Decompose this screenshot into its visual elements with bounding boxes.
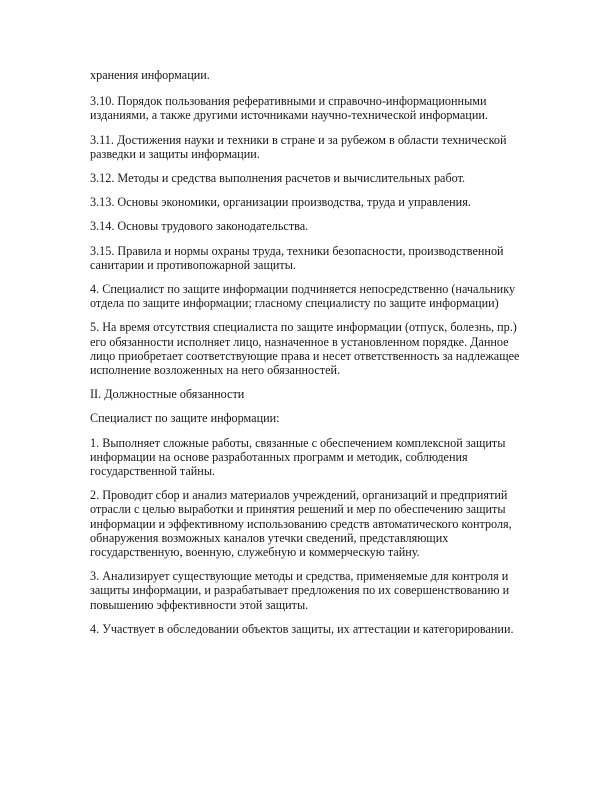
paragraph-duty-4: 4. Участвует в обследовании объектов защиты, их аттестации и категорировании. (90, 621, 514, 636)
paragraph-duties-intro: Специалист по защите информации: (90, 411, 280, 426)
paragraph-3-15: 3.15. Правила и нормы охраны труда, техники безопасности, производственной санитарии и противопожарной защиты. (90, 243, 504, 272)
paragraph-5-absence: 5. На время отсутствия специалиста по защите информации (отпуск, болезнь, пр.) его обязанности исполняет лицо, назначенное в установленном порядке. Данное лицо приобретает соответствующие права и несет ответственность за надлежащее исполнение возложенных на него обязанностей. (90, 320, 520, 378)
document-page (90, 68, 522, 646)
paragraph-duty-2: 2. Проводит сбор и анализ материалов учреждений, организаций и предприятий отрасли с целью выработки и принятия решений и мер по обеспечению защиты информации и эффективному использованию средств автоматического контроля, обнаружения возможных каналов утечки сведений, представляющих государственную, военную, служебную и коммерческую тайну. (90, 488, 512, 560)
section-heading-duties: II. Должностные обязанности (90, 387, 245, 402)
paragraph-3-12: 3.12. Методы и средства выполнения расчетов и вычислительных работ. (90, 171, 466, 186)
paragraph-3-14: 3.14. Основы трудового законодательства. (90, 219, 309, 234)
paragraph-duty-1: 1. Выполняет сложные работы, связанные с обеспечением комплексной защиты информации на основе разработанных программ и методик, соблюдения государственной тайны. (90, 435, 506, 479)
paragraph-continuation: хранения информации. (90, 68, 210, 82)
paragraph-3-13: 3.13. Основы экономики, организации производства, труда и управления. (90, 195, 471, 210)
paragraph-4-subordination: 4. Специалист по защите информации подчиняется непосредственно (начальнику отдела по защите информации; гласному специалисту по защите информации) (90, 282, 516, 311)
paragraph-3-10: 3.10. Порядок пользования реферативными и справочно-информационными изданиями, а также другими источниками научно-технической информации. (90, 94, 488, 123)
paragraph-3-11: 3.11. Достижения науки и техники в стране и за рубежом в области технической разведки и защиты информации. (90, 132, 507, 161)
paragraph-duty-3: 3. Анализирует существующие методы и средства, применяемые для контроля и защиты информации, и разрабатывает предложения по их совершенствованию и повышению эффективности этой защиты. (90, 569, 510, 612)
